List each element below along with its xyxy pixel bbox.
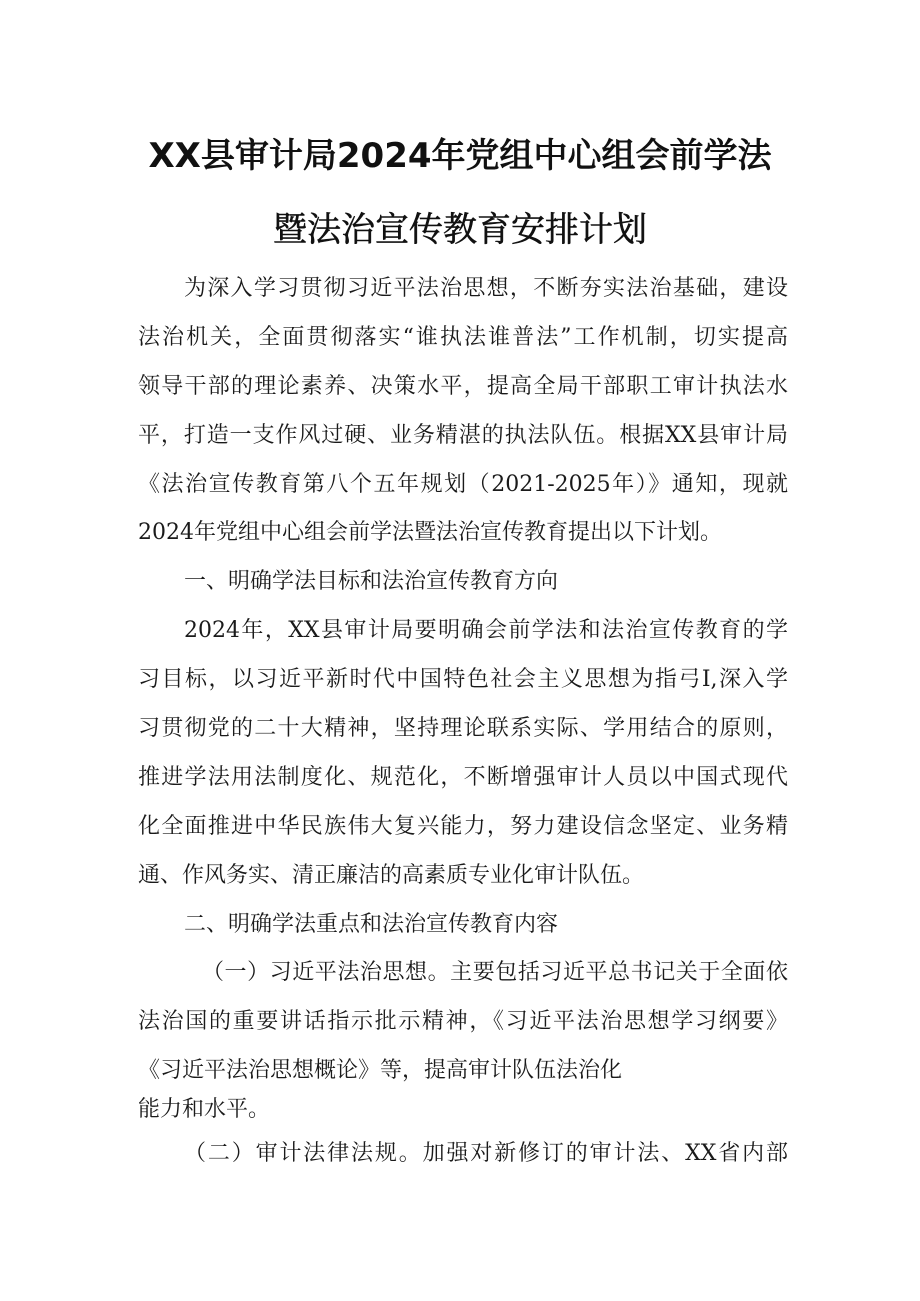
document-line: 法治国的重要讲话指示批示精神，《习近平法治思想学习纲要》 xyxy=(138,1009,788,1035)
document-line: 一、明确学法目标和法治宣传教育方向 xyxy=(184,569,559,595)
document-line: 《法治宣传教育第八个五年规划（2021-2025年）》通知，现就 xyxy=(138,471,788,497)
document-line: 推进学法用法制度化、规范化，不断增强审计人员以中国式现代 xyxy=(138,764,788,790)
document-line: 平，打造一支作风过硬、业务精湛的执法队伍。根据XX县审计局 xyxy=(138,422,788,448)
document-line: 通、作风务实、清正廉洁的高素质专业化审计队伍。 xyxy=(138,862,645,888)
document-line: 《习近平法治思想概论》等，提高审计队伍法治化 xyxy=(138,1058,623,1084)
document-title-line-2: 暨法治宣传教育安排计划 xyxy=(273,210,647,250)
document-body xyxy=(138,265,788,1179)
document-line: 领导干部的理论素养、决策水平，提高全局干部职工审计执法水 xyxy=(138,373,788,399)
document-line: （二）审计法律法规。加强对新修订的审计法、XX省内部 xyxy=(184,1141,788,1167)
document-line: 二、明确学法重点和法治宣传教育内容 xyxy=(184,911,559,937)
document-line: 习目标，以习近平新时代中国特色社会主义思想为指弓I,深入学 xyxy=(138,667,788,693)
document-title-line-1: XX县审计局2024年党组中心组会前学法 xyxy=(148,136,772,176)
document-line: 化全面推进中华民族伟大复兴能力，努力建设信念坚定、业务精 xyxy=(138,813,788,839)
document-line: 为深入学习贯彻习近平法治思想，不断夯实法治基础，建设 xyxy=(184,276,788,301)
document-line: （一）习近平法治思想。主要包括习近平总书记关于全面依 xyxy=(202,960,788,986)
document-line: 法治机关，全面贯彻落实“谁执法谁普法”工作机制，切实提高 xyxy=(138,324,788,350)
document-line: 能力和水平。 xyxy=(138,1097,271,1123)
document-line: 2024年党组中心组会前学法暨法治宣传教育提出以下计划。 xyxy=(138,520,722,546)
document-line: 习贯彻党的二十大精神，坚持理论联系实际、学用结合的原则， xyxy=(138,716,788,742)
document-line: 2024年，XX县审计局要明确会前学法和法治宣传教育的学 xyxy=(184,618,788,644)
